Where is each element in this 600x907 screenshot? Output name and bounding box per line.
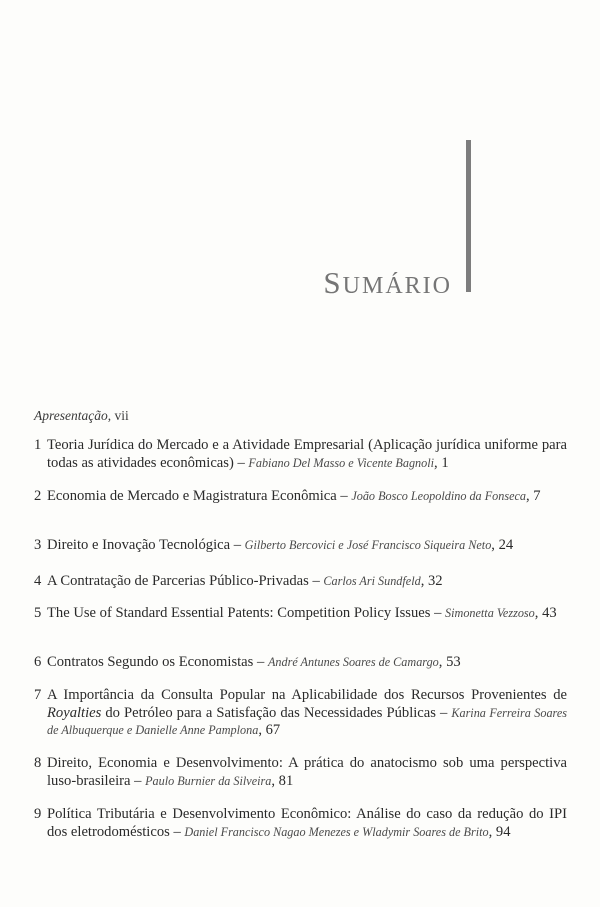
toc-entry-1[interactable]: 1 Teoria Jurídica do Mercado e a Atividade Empresarial (Aplicação jurídica uniforme para todas as atividades econômicas) – Fabiano Del Masso e Vicente Bagnoli, 1 [34,437,567,471]
toc-entry-9[interactable]: 9 Política Tributária e Desenvolvimento Econômico: Análise do caso da redução do IPI dos eletrodomésticos – Daniel Francisco Nagao Menezes e Wladymir Soares de Brito, 94 [34,806,567,840]
toc-entry-5[interactable]: 5 The Use of Standard Essential Patents: Competition Policy Issues – Simonetta Vezzoso, 43 [34,605,557,621]
presentation-page: vii [114,408,129,423]
page-title [0,265,452,301]
entry-authors: Karina Ferreira Soares de Albuquerque e Danielle Anne Pamplona [47,705,568,737]
toc-entry-7[interactable]: 7 A Importância da Consulta Popular na Aplicabilidade dos Recursos Provenientes de Royalties do Petróleo para a Satisfação das Necessidades Públicas – Karina Ferreira Soares de Albuquerque e Danielle Anne Pamplona, 67 [34,687,568,738]
toc-entry-3[interactable]: 3 Direito e Inovação Tecnológica – Gilberto Bercovici e José Francisco Siqueira Neto, 24 [34,537,514,553]
accent-bar [466,140,471,292]
entry-title-pre: A Importância da Consulta Popular na Aplicabilidade dos Recursos Provenientes de [47,687,567,703]
entry-page: 32 [427,573,443,589]
entry-page: 53 [446,654,461,670]
toc-entry-2[interactable]: 2 Economia de Mercado e Magistratura Econômica – João Bosco Leopoldino da Fonseca, 7 [34,488,541,504]
entry-title: Economia de Mercado e Magistratura Econômica [47,488,337,504]
presentation-entry[interactable]: Apresentação, vii [34,408,129,423]
entry-authors: Daniel Francisco Nagao Menezes e Wladymir Soares de Brito [184,824,489,839]
entry-title: The Use of Standard Essential Patents: Competition Policy Issues [47,605,431,621]
entry-number: 2 [34,488,42,504]
title-rest: UMÁRIO [342,273,452,299]
entry-page: 1 [441,454,449,471]
entry-number: 7 [34,687,42,703]
entry-authors: Simonetta Vezzoso [445,606,535,620]
entry-number: 4 [34,573,42,589]
entry-title: Teoria Jurídica do Mercado e a Atividade Empresarial (Aplicação jurídica uniforme para todas as atividades econômicas) [47,437,567,471]
entry-page: 7 [533,488,541,504]
title-initial: S [323,265,343,300]
entry-number: 1 [34,437,42,453]
entry-number: 6 [34,654,42,670]
entry-number: 3 [34,537,42,553]
entry-page: 81 [278,772,294,789]
toc-entry-6[interactable]: 6 Contratos Segundo os Economistas – André Antunes Soares de Camargo, 53 [34,654,461,670]
entry-authors: André Antunes Soares de Camargo [267,655,439,669]
entry-title-post: do Petróleo para a Satisfação das Necessidades Públicas [101,704,436,721]
entry-page: 67 [265,722,281,738]
entry-authors: Paulo Burnier da Silveira [145,773,272,788]
entry-title: Direito e Inovação Tecnológica [47,537,231,553]
entry-title-emph: Royalties [47,704,102,721]
toc-entry-8[interactable]: 8 Direito, Economia e Desenvolvimento: A prática do anatocismo sob uma perspectiva luso-brasileira – Paulo Burnier da Silveira, 81 [34,755,567,789]
entry-title: Política Tributária e Desenvolvimento Econômico: Análise do caso da redução do IPI dos eletrodomésticos [47,806,567,840]
toc-entry-4[interactable]: 4 A Contratação de Parcerias Público-Privadas – Carlos Ari Sundfeld, 32 [34,573,443,589]
entry-authors: João Bosco Leopoldino da Fonseca [351,489,526,503]
presentation-label: Apresentação [34,408,108,423]
entry-page: 94 [495,823,511,840]
entry-number: 8 [34,755,42,771]
entry-title: A Contratação de Parcerias Público-Privadas [47,573,309,589]
entry-page: 43 [542,605,557,621]
entry-number: 9 [34,806,42,822]
entry-authors: Fabiano Del Masso e Vicente Bagnoli [248,455,435,470]
entry-page: 24 [498,537,514,553]
entry-number: 5 [34,605,42,621]
entry-title: Contratos Segundo os Economistas [47,654,254,670]
entry-authors: Gilberto Bercovici e José Francisco Siqueira Neto [244,538,492,552]
entry-authors: Carlos Ari Sundfeld [323,574,421,588]
entry-title: Direito, Economia e Desenvolvimento: A prática do anatocismo sob uma perspectiva luso-brasileira [47,755,567,789]
